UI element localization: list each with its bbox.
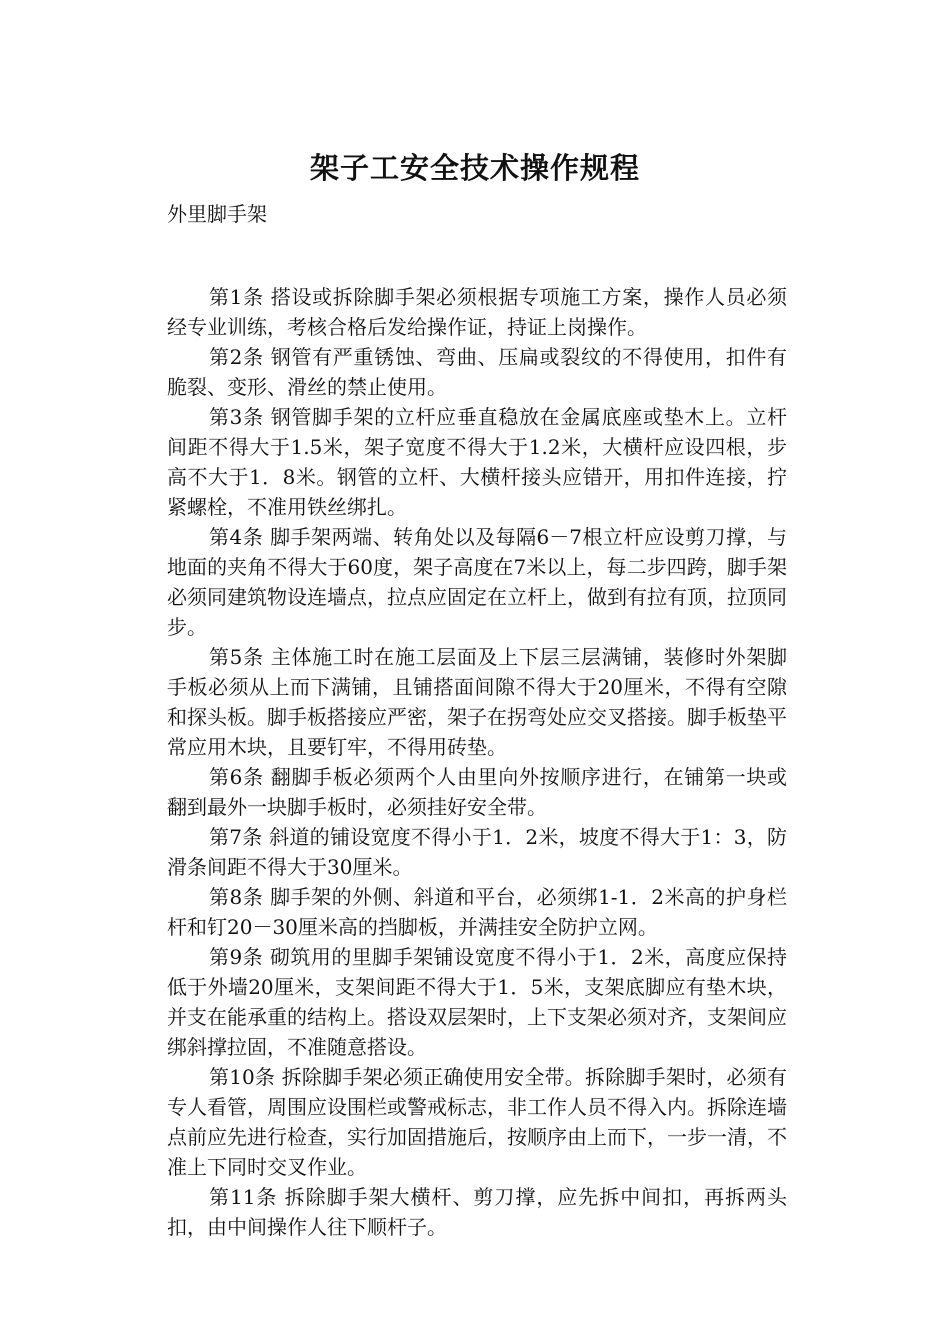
article-6: 第6条 翻脚手板必须两个人由里向外按顺序进行，在铺第一块或翻到最外一块脚手板时，必须挂好安全带。 xyxy=(167,765,787,819)
document-title: 架子工安全技术操作规程 xyxy=(309,151,640,185)
article-11: 第11条 拆除脚手架大横杆、剪刀撑，应先拆中间扣，再拆两头扣，由中间操作人往下顺杆子。 xyxy=(167,1185,787,1239)
article-5: 第5条 主体施工时在施工层面及上下层三层满铺，装修时外架脚手板必须从上而下满铺，且铺搭面间隙不得大于20厘米，不得有空隙和探头板。脚手板搭接应严密，架子在拐弯处应交叉搭接。脚手板垫平常应用木块，且要钉牢，不得用砖垫。 xyxy=(167,645,787,759)
article-4: 第4条 脚手架两端、转角处以及每隔6－7根立杆应设剪刀撑，与地面的夹角不得大于60度，架子高度在7米以上，每二步四跨，脚手架必须同建筑物设连墙点，拉点应固定在立杆上，做到有拉有顶，拉顶同步。 xyxy=(167,525,787,639)
document-subtitle: 外里脚手架 xyxy=(167,202,267,226)
article-3: 第3条 钢管脚手架的立杆应垂直稳放在金属底座或垫木上。立杆间距不得大于1.5米，架子宽度不得大于1.2米，大横杆应设四根，步高不大于1．8米。钢管的立杆、大横杆接头应错开，用扣件连接，拧紧螺栓，不准用铁丝绑扎。 xyxy=(167,405,787,519)
article-2: 第2条 钢管有严重锈蚀、弯曲、压扁或裂纹的不得使用，扣件有脆裂、变形、滑丝的禁止使用。 xyxy=(167,345,787,399)
article-8: 第8条 脚手架的外侧、斜道和平台，必须绑1-1．2米高的护身栏杆和钉20－30厘米高的挡脚板，并满挂安全防护立网。 xyxy=(167,885,787,939)
article-9: 第9条 砌筑用的里脚手架铺设宽度不得小于1．2米，高度应保持低于外墙20厘米，支架间距不得大于1．5米，支架底脚应有垫木块，并支在能承重的结构上。搭设双层架时，上下支架必须对齐，支架间应绑斜撑拉固，不准随意搭设。 xyxy=(167,945,787,1059)
document-body xyxy=(167,282,787,1242)
article-10: 第10条 拆除脚手架必须正确使用安全带。拆除脚手架时，必须有专人看管，周围应设围栏或警戒标志，非工作人员不得入内。拆除连墙点前应先进行检查，实行加固措施后，按顺序由上而下，一步一清，不准上下同时交叉作业。 xyxy=(167,1065,787,1179)
article-1: 第1条 搭设或拆除脚手架必须根据专项施工方案，操作人员必须经专业训练，考核合格后发给操作证，持证上岗操作。 xyxy=(167,285,787,339)
article-7: 第7条 斜道的铺设宽度不得小于1．2米，坡度不得大于1：3，防滑条间距不得大于30厘米。 xyxy=(167,825,787,879)
